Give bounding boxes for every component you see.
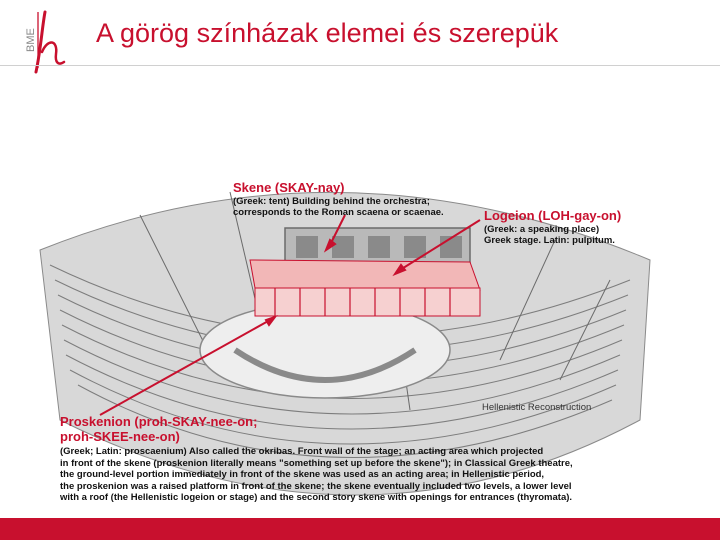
proskenion-desc-line-4: the proskenion was a raised platform in front of the skene; the skene eventually included two levels, a lower level (60, 480, 572, 492)
reconstruction-label: Hellenistic Reconstruction (482, 402, 592, 413)
proskenion-desc-line-2: in front of the skene (proskenion literally means "something set up before the skene"); in Classical Greek theatre, (60, 457, 573, 469)
logeion-desc-line-1: (Greek: a speaking place) (484, 224, 600, 235)
skene-desc-line-1: (Greek: tent) Building behind the orchestra; (233, 196, 430, 207)
footer-bar (0, 518, 720, 540)
header-divider (0, 65, 720, 66)
logeion-heading: Logeion (LOH-gay-on) (484, 208, 622, 223)
proskenion-desc-line-3: the ground-level portion immediately in front of the skene was used as an acting area; in Hellenistic period, (60, 469, 545, 480)
proskenion-desc-line-1: (Greek; Latin: proscaenium) Also called the okribas. Front wall of the stage; an acting area which projected (60, 446, 544, 457)
proskenion-desc-line-5: with a roof (the Hellenistic logeion or stage) and the second story skene with openings for entrances (thyromata). (60, 492, 573, 503)
logeion-desc-line-2: Greek stage. Latin: pulpitum. (484, 235, 615, 246)
proskenion-stage (250, 260, 480, 316)
logo-text: BME (25, 28, 37, 52)
skene-heading: Skene (SKAY-nay) (233, 180, 345, 195)
skene-desc-line-2: corresponds to the Roman scaena or scaenae. (233, 207, 444, 218)
proskenion-heading-line-1: Proskenion (proh-SKAY-nee-on; (60, 414, 258, 429)
page-title: A görög színházak elemei és szerepük (96, 18, 559, 48)
proskenion-heading-line-2: proh-SKEE-nee-on) (60, 429, 180, 444)
